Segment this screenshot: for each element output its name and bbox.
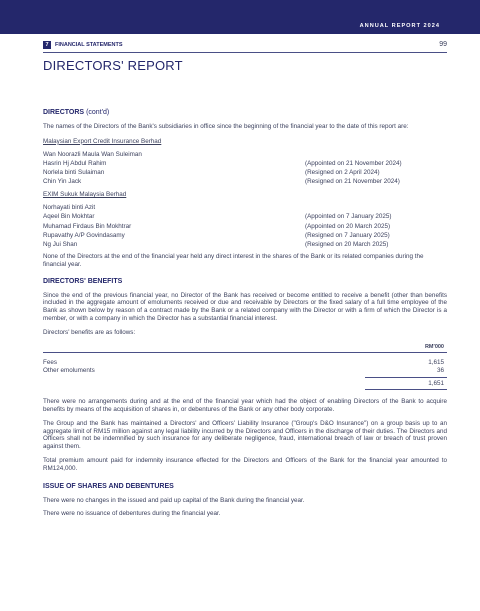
total-value: 1,651 — [428, 379, 444, 387]
directors-interest-statement: None of the Directors at the end of the financial year held any direct interest in the shares of the Bank or its related companies during the financial year. — [43, 253, 424, 268]
director-name: Norlela binti Sulaiman — [43, 168, 105, 176]
shares-paragraph: There were no changes in the issued and paid up capital of the Bank during the financial year. — [43, 496, 305, 504]
row-label: Other emoluments — [43, 367, 95, 375]
directors-heading-cont: (cont'd) — [86, 109, 110, 116]
benefits-table-header — [43, 343, 447, 353]
director-name: Aqeel Bin Mokhtar — [43, 213, 95, 221]
premium-paragraph: Total premium amount paid for indemnity insurance effected for the Directors and Officers of the Bank for the financial year amounted to RM124,000. — [43, 456, 447, 472]
section-header — [43, 40, 447, 52]
page-number: 99 — [439, 41, 447, 48]
director-name: Chin Yin Jack — [43, 178, 82, 186]
director-entry — [43, 231, 447, 240]
directors-heading-text: DIRECTORS — [43, 109, 85, 116]
header-rule — [43, 52, 447, 53]
director-entry — [43, 222, 447, 231]
director-list-mecib — [43, 150, 447, 187]
shares-heading: ISSUE OF SHARES AND DEBENTURES — [43, 482, 174, 490]
row-label: Fees — [43, 358, 57, 366]
top-banner — [0, 0, 480, 34]
debentures-paragraph: There were no issuance of debentures during the financial year. — [43, 510, 221, 518]
director-entry — [43, 177, 447, 186]
row-value: 1,615 — [428, 358, 444, 366]
director-entry — [43, 240, 447, 249]
page-title: DIRECTORS' REPORT — [43, 58, 183, 73]
director-note: (Resigned on 2 April 2024) — [305, 168, 380, 176]
row-value: 36 — [436, 367, 444, 375]
director-note: (Appointed on 21 November 2024) — [305, 159, 402, 167]
director-note: (Resigned on 7 January 2025) — [305, 231, 390, 239]
director-name: Hasrin Hj Abdul Rahim — [43, 159, 107, 167]
director-note: (Resigned on 20 March 2025) — [305, 240, 389, 248]
table-row — [43, 367, 447, 376]
company-name-mecib: Malaysian Export Credit Insurance Berhad — [43, 137, 162, 145]
director-name: Muhamad Firdaus Bin Mokhtrar — [43, 222, 132, 230]
director-note: (Appointed on 7 January 2025) — [305, 213, 392, 221]
subtotal-rule — [365, 377, 447, 378]
director-note: (Resigned on 21 November 2024) — [305, 178, 400, 186]
benefits-table — [43, 343, 447, 391]
insurance-paragraph: The Group and the Bank has maintained a Directors' and Officers' Liability Insurance ("Group's D&O Insurance") on a group basis up to an aggregate limit of RM15 million against any legal liability incurred by the Directors and Officers in the discharge of their duties. The Directors and Officers shall not be indemnified by such insurance for any deliberate negligence, fraud, international breach of law or breach of trust proven against them. — [43, 419, 447, 451]
director-entry — [43, 168, 447, 177]
director-list-exim-sukuk — [43, 203, 447, 249]
company-name-exim-sukuk: EXIM Sukuk Malaysia Berhad — [43, 191, 127, 199]
benefits-paragraph: Since the end of the previous financial year, no Director of the Bank has received or become entitled to receive a benefit (other than benefits included in the aggregate amount of emoluments received or due and receivable by Directors or the fixed salary of a full time employee of the Bank as shown below by reason of a contract made by the Bank or a related company with the Director or with a firm of which the Director is a member, or with a company in which the Director has a substantial financial interest. — [43, 291, 447, 323]
total-row — [43, 380, 447, 389]
subtotal-rule-wrap — [43, 377, 447, 378]
director-entry — [43, 150, 447, 159]
director-entry — [43, 159, 447, 168]
director-name: Ng Jui Shan — [43, 240, 78, 248]
benefits-heading: DIRECTORS' BENEFITS — [43, 277, 123, 285]
director-entry — [43, 203, 447, 212]
total-rule — [365, 389, 447, 390]
section-number-badge: 7 — [43, 41, 51, 49]
table-row — [43, 359, 447, 368]
total-rule-wrap — [43, 389, 447, 390]
directors-heading — [43, 108, 447, 117]
arrangements-paragraph: There were no arrangements during and at the end of the financial year which had the object of enabling Directors of the Bank to acquire benefits by means of the acquisition of shares in, or debentures of the Bank or any other body corporate. — [43, 398, 447, 413]
report-body — [43, 108, 447, 518]
benefits-lead: Directors' benefits are as follows: — [43, 328, 136, 336]
unit-label: RM'000 — [424, 343, 444, 350]
director-entry — [43, 212, 447, 221]
director-note: (Appointed on 20 March 2025) — [305, 222, 391, 230]
annual-report-label: ANNUAL REPORT 2024 — [359, 23, 440, 29]
directors-intro: The names of the Directors of the Bank's subsidiaries in office since the beginning of the financial year to the date of this report are: — [43, 123, 409, 130]
director-name: Wan Noorazli Maula Wan Suleiman — [43, 150, 142, 158]
director-name: Rupavathy A/P Govindasamy — [43, 231, 125, 239]
director-name: Norhayati binti Azit — [43, 204, 96, 212]
section-label: FINANCIAL STATEMENTS — [55, 42, 123, 48]
